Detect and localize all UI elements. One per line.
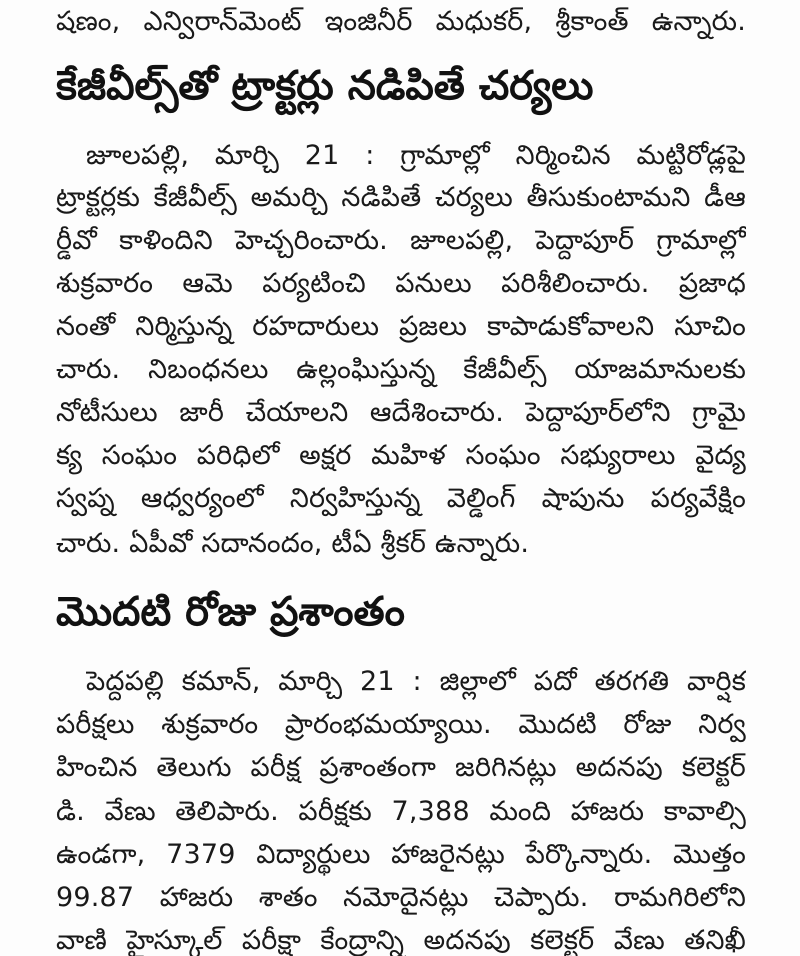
article-text-line: డి. వేణు తెలిపారు. పరీక్షకు 7,388 మంది హాజరు కావాల్సి xyxy=(56,796,746,827)
article-text-line: ఉండగా, 7379 విద్యార్థులు హాజరైనట్లు పేర్కొన్నారు. మొత్తం xyxy=(56,839,746,870)
article-text-line: ట్రాక్టర్లకు కేజీవీల్స్ అమర్చి నడిపితే చర్యలు తీసుకుంటామని డీఆ xyxy=(56,182,746,213)
article-text-line: 99.87 హాజరు శాతం నమోదైనట్లు చెప్పారు. రామగిరిలోని xyxy=(56,882,746,913)
article-text-line: నోటీసులు జారీ చేయాలని ఆదేశించారు. పెద్దాపూర్‌లోని గ్రామై xyxy=(56,397,746,428)
article-headline-first-day-calm: మొదటి రోజు ప్రశాంతం xyxy=(56,589,405,635)
article-text-line: స్వప్న ఆధ్వర్యంలో నిర్వహిస్తున్న వెల్డింగ్ షాపును పర్యవేక్షిం xyxy=(56,483,746,514)
article-text-line: పెద్దపల్లి కమాన్, మార్చి 21 : జిల్లాలో పదో తరగతి వార్షిక xyxy=(86,666,746,697)
previous-article-tail-line: షణం, ఎన్విరాన్‌మెంట్ ఇంజినీర్ మధుకర్, శ్రీకాంత్ ఉన్నారు. xyxy=(56,6,746,37)
article-text-line: జూలపల్లి, మార్చి 21 : గ్రామాల్లో నిర్మించిన మట్టిరోడ్లపై xyxy=(86,140,746,171)
article-text-line: పరీక్షలు శుక్రవారం ప్రారంభమయ్యాయి. మొదటి రోజు నిర్వ xyxy=(56,709,746,740)
article-text-line: ర్డీవో కాళిందిని హెచ్చరించారు. జూలపల్లి, పెద్దాపూర్ గ్రామాల్లో xyxy=(56,225,746,256)
article-text-line: క్య సంఘం పరిధిలో అక్షర మహిళ సంఘం సభ్యురాలు వైద్య xyxy=(56,440,746,471)
article-text-line: శుక్రవారం ఆమె పర్యటించి పనులు పరిశీలించారు. ప్రజాధ xyxy=(56,268,746,299)
article-text-line: వాణి హైస్కూల్ పరీక్షా కేంద్రాన్ని అదనపు కలెక్టర్ వేణు తనిఖీ xyxy=(56,925,746,956)
article-text-line: చారు. ఏపీవో సదానందం, టీఏ శ్రీకర్ ఉన్నారు. xyxy=(56,528,530,559)
article-text-line: హించిన తెలుగు పరీక్ష ప్రశాంతంగా జరిగినట్లు అదనపు కలెక్టర్ xyxy=(56,752,746,783)
article-headline-kg-wheels: కేజీవీల్స్‌తో ట్రాక్టర్లు నడిపితే చర్యలు xyxy=(56,63,594,109)
article-text-line: చారు. నిబంధనలు ఉల్లంఘిస్తున్న కేజీవీల్స్ యాజమానులకు xyxy=(56,354,746,385)
article-text-line: నంతో నిర్మిస్తున్న రహదారులు ప్రజలు కాపాడుకోవాలని సూచిం xyxy=(56,311,746,342)
